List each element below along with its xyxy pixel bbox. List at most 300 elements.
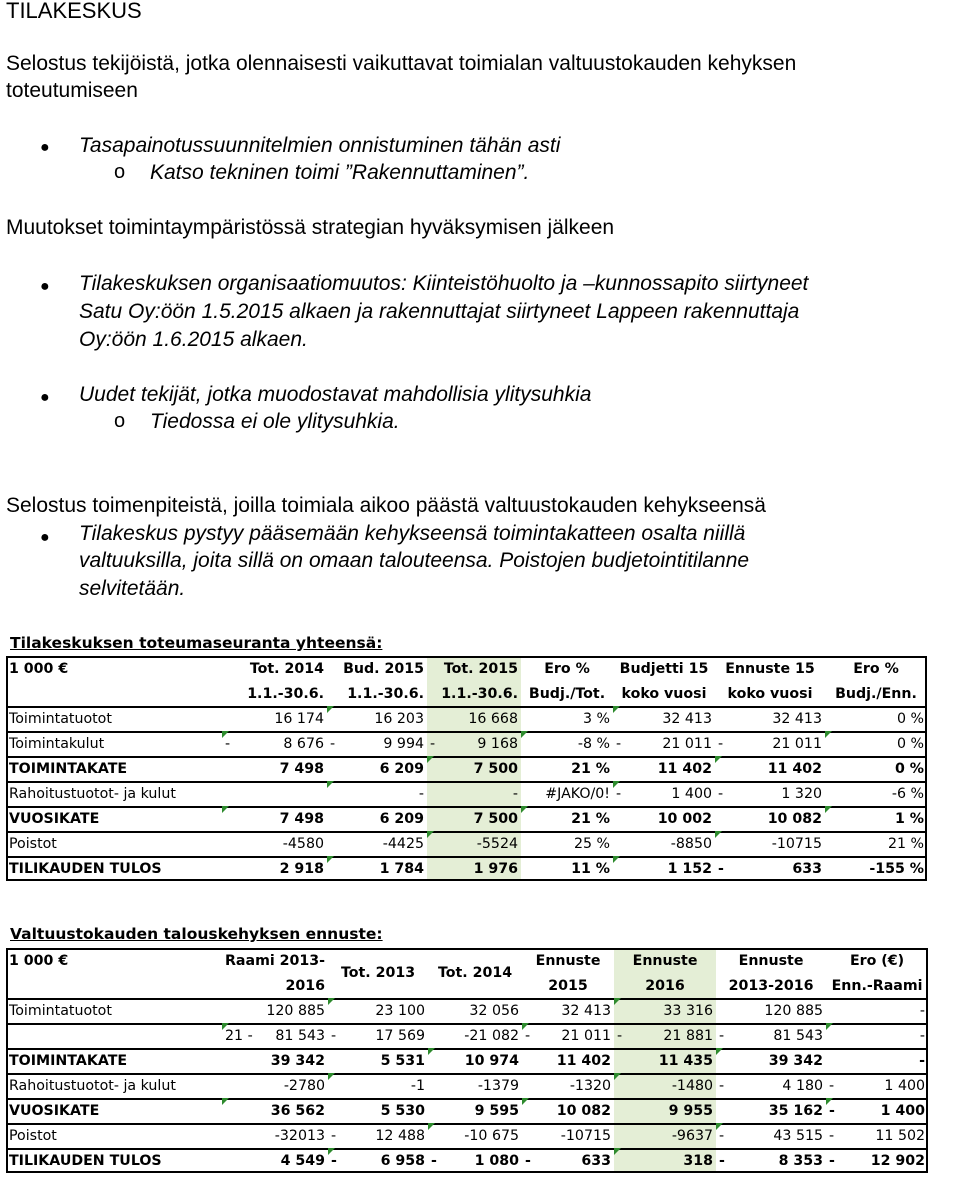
sign-prefix: - bbox=[525, 1152, 531, 1169]
table2-header-row bbox=[6, 948, 928, 973]
cell-value: 120 885 bbox=[764, 1002, 824, 1019]
section3-heading: Selostus toimenpiteistä, joilla toimiala aikoo päästä valtuustokauden kehykseensä bbox=[6, 494, 766, 517]
table-cell bbox=[427, 856, 521, 881]
cell-value: 9 955 bbox=[668, 1102, 714, 1119]
section1-bullet1: Tasapainotussuunnitelmien onnistuminen tähän asti bbox=[79, 134, 561, 157]
table-cell bbox=[327, 806, 427, 831]
cell-value: 5 530 bbox=[380, 1102, 426, 1119]
table-cell bbox=[427, 831, 521, 856]
cell-value: 4 549 bbox=[280, 1152, 326, 1169]
table-row bbox=[6, 831, 927, 856]
cell-value: #JAKO/0! bbox=[545, 785, 610, 802]
sign-prefix: - bbox=[829, 1102, 835, 1119]
cell-note-marker bbox=[614, 1073, 621, 1080]
column-header: Enn.-Raami bbox=[831, 977, 923, 994]
cell-value: 0 % bbox=[896, 735, 924, 752]
cell-value: -10 675 bbox=[464, 1127, 520, 1144]
cell-note-marker bbox=[826, 1098, 833, 1105]
section2-bullet1-line1: Tilakeskuksen organisaatiomuutos: Kiinteistöhuolto ja –kunnossapito siirtyneet bbox=[79, 272, 809, 295]
table-cell bbox=[427, 731, 521, 756]
section2-sub2: Tiedossa ei ole ylitysuhkia. bbox=[150, 410, 400, 433]
cell-value: -5524 bbox=[476, 835, 518, 852]
table-cell bbox=[222, 806, 327, 831]
cell-value: 6 209 bbox=[379, 760, 424, 777]
table-cell bbox=[328, 1073, 428, 1098]
cell-value: -9637 bbox=[671, 1127, 714, 1144]
row-divider bbox=[6, 1148, 928, 1150]
table1-caption: Tilakeskuksen toteumaseuranta yhteensä: bbox=[10, 634, 383, 652]
column-header: 1.1.-30.6. bbox=[347, 685, 424, 702]
column-header: Budjetti 15 bbox=[619, 660, 709, 677]
sign-prefix: - bbox=[719, 1027, 725, 1044]
table-cell bbox=[715, 806, 825, 831]
table-cell bbox=[825, 831, 927, 856]
bullet-icon: ● bbox=[40, 389, 50, 406]
cell-value: 23 100 bbox=[375, 1002, 426, 1019]
row-label: VUOSIKATE bbox=[9, 1102, 100, 1119]
cell-value: -2780 bbox=[283, 1077, 326, 1094]
cell-value: 1 784 bbox=[379, 860, 424, 877]
cell-value: 11 402 bbox=[767, 760, 822, 777]
cell-value: 21 011 bbox=[662, 735, 712, 752]
cell-note-marker bbox=[716, 1123, 723, 1130]
table-cell bbox=[222, 1048, 328, 1073]
cell-value: 6 958 bbox=[380, 1152, 426, 1169]
cell-value: 4 180 bbox=[782, 1077, 824, 1094]
cell-value: 33 316 bbox=[663, 1002, 714, 1019]
cell-value: -8850 bbox=[670, 835, 712, 852]
column-header: Ero % bbox=[544, 660, 590, 677]
sign-prefix: 21 - bbox=[225, 1027, 253, 1044]
table-cell bbox=[427, 756, 521, 781]
table-cell bbox=[613, 806, 715, 831]
table-cell bbox=[614, 998, 716, 1023]
table-cell bbox=[327, 731, 427, 756]
table-cell bbox=[521, 731, 613, 756]
table-cell bbox=[614, 1073, 716, 1098]
cell-value: 43 515 bbox=[773, 1127, 824, 1144]
table-cell bbox=[826, 1148, 928, 1173]
cell-note-marker bbox=[825, 806, 832, 813]
column-header: Ennuste bbox=[535, 952, 601, 969]
section3-bullet1-line1: Tilakeskus pystyy pääsemään kehykseensä toimintakatteen osalta niillä bbox=[79, 522, 746, 545]
table-cell bbox=[222, 1148, 328, 1173]
row-label: Poistot bbox=[9, 835, 57, 852]
table-cell bbox=[427, 706, 521, 731]
table-cell bbox=[427, 806, 521, 831]
row-label: Poistot bbox=[9, 1127, 57, 1144]
cell-note-marker bbox=[613, 706, 620, 713]
sign-prefix: - bbox=[431, 1152, 437, 1169]
table-row bbox=[6, 731, 927, 756]
table-cell bbox=[826, 1098, 928, 1123]
cell-note-marker bbox=[521, 731, 528, 738]
table-row bbox=[6, 756, 927, 781]
column-header: Ennuste bbox=[738, 952, 804, 969]
sign-prefix: - bbox=[829, 1077, 835, 1094]
table-cell bbox=[715, 731, 825, 756]
cell-value: 32 056 bbox=[469, 1002, 520, 1019]
cell-value: 10 082 bbox=[556, 1102, 612, 1119]
cell-value: 21 % bbox=[887, 835, 924, 852]
column-header: koko vuosi bbox=[621, 685, 707, 702]
cell-note-marker bbox=[613, 856, 620, 863]
table-cell bbox=[522, 1123, 614, 1148]
sign-prefix: - bbox=[330, 735, 336, 752]
table-cell bbox=[825, 706, 927, 731]
cell-value: - bbox=[512, 785, 518, 802]
table-cell bbox=[222, 781, 327, 806]
column-header: Ero % bbox=[853, 660, 899, 677]
table-row bbox=[6, 781, 927, 806]
table-cell bbox=[222, 706, 327, 731]
table-cell bbox=[614, 1023, 716, 1048]
column-header: 2016 bbox=[285, 977, 326, 994]
table-cell bbox=[716, 1023, 826, 1048]
row-divider bbox=[6, 1048, 928, 1050]
cell-value: -4580 bbox=[282, 835, 324, 852]
column-header: Tot. 2014 bbox=[249, 660, 324, 677]
row-label bbox=[6, 1023, 222, 1048]
sign-prefix: - bbox=[829, 1127, 835, 1144]
cell-value: 32 413 bbox=[561, 1002, 612, 1019]
cell-value: 633 bbox=[581, 1152, 612, 1169]
section3-bullet1-line3: selvitetään. bbox=[79, 577, 186, 600]
sign-prefix: - bbox=[525, 1027, 531, 1044]
table-cell bbox=[222, 1073, 328, 1098]
cell-value: 1 400 bbox=[880, 1102, 926, 1119]
cell-note-marker bbox=[328, 1073, 335, 1080]
cell-value: 21 881 bbox=[663, 1027, 714, 1044]
column-header: Budj./Tot. bbox=[528, 685, 606, 702]
cell-note-marker bbox=[715, 756, 722, 763]
column-header: Tot. 2015 bbox=[427, 656, 521, 681]
cell-value: 1 976 bbox=[473, 860, 518, 877]
cell-value: 21 % bbox=[571, 760, 610, 777]
cell-value: 36 562 bbox=[270, 1102, 326, 1119]
header-cell bbox=[6, 973, 222, 998]
column-header: Ennuste bbox=[614, 948, 716, 973]
table-cell bbox=[222, 831, 327, 856]
sub-bullet-icon: o bbox=[114, 161, 126, 183]
cell-value: 12 488 bbox=[375, 1127, 426, 1144]
cell-value: 11 502 bbox=[875, 1127, 926, 1144]
cell-value: 32 413 bbox=[772, 710, 822, 727]
row-divider bbox=[6, 1123, 928, 1125]
sign-prefix: - bbox=[616, 735, 622, 752]
table-row bbox=[6, 998, 928, 1023]
table2-grid bbox=[6, 948, 928, 1173]
cell-note-marker bbox=[613, 781, 620, 788]
section2-bullet2: Uudet tekijät, jotka muodostavat mahdollisia ylitysuhkia bbox=[79, 383, 592, 406]
section2-bullet1-line2: Satu Oy:öön 1.5.2015 alkaen ja rakennuttajat siirtyneet Lappeen rakennuttaja bbox=[79, 300, 800, 323]
cell-value: 6 209 bbox=[379, 810, 424, 827]
column-header: koko vuosi bbox=[727, 685, 813, 702]
column-header: Ero (€) bbox=[849, 952, 905, 969]
row-divider bbox=[6, 856, 927, 858]
table-cell bbox=[614, 1098, 716, 1123]
row-label: VUOSIKATE bbox=[9, 810, 100, 827]
cell-value: 16 668 bbox=[468, 710, 518, 727]
table-cell bbox=[521, 706, 613, 731]
cell-value: 8 676 bbox=[283, 735, 324, 752]
cell-value: 7 498 bbox=[279, 810, 324, 827]
table-cell bbox=[328, 1123, 428, 1148]
table-cell bbox=[428, 1098, 522, 1123]
header-cell bbox=[6, 681, 222, 706]
table-cell bbox=[716, 1123, 826, 1148]
table-cell bbox=[427, 781, 521, 806]
column-header: Tot. 2013 bbox=[340, 965, 416, 981]
cell-note-marker bbox=[327, 781, 334, 788]
table-cell bbox=[222, 756, 327, 781]
table-cell bbox=[715, 856, 825, 881]
section2-bullet1-line3: Oy:öön 1.6.2015 alkaen. bbox=[79, 328, 308, 351]
table-cell bbox=[328, 998, 428, 1023]
cell-note-marker bbox=[327, 706, 334, 713]
table-cell bbox=[614, 1148, 716, 1173]
table-cell bbox=[428, 1123, 522, 1148]
table-cell bbox=[522, 1048, 614, 1073]
column-header: Raami 2013- bbox=[225, 952, 326, 969]
cell-value: 1 152 bbox=[667, 860, 712, 877]
table-cell bbox=[327, 756, 427, 781]
table-cell bbox=[327, 831, 427, 856]
cell-value: 1 320 bbox=[781, 785, 822, 802]
table-cell bbox=[222, 1023, 328, 1048]
cell-value: 1 400 bbox=[671, 785, 712, 802]
cell-value: -1480 bbox=[671, 1077, 714, 1094]
table-cell bbox=[614, 1048, 716, 1073]
cell-value: 25 % bbox=[573, 835, 610, 852]
cell-note-marker bbox=[715, 831, 722, 838]
table-cell bbox=[428, 998, 522, 1023]
table-cell bbox=[521, 806, 613, 831]
cell-value: - bbox=[919, 1002, 926, 1019]
cell-value: 1 % bbox=[894, 810, 924, 827]
row-label: Rahoitustuotot- ja kulut bbox=[9, 785, 176, 802]
table-cell bbox=[613, 781, 715, 806]
column-header: 2015 bbox=[548, 977, 588, 994]
table-cell bbox=[328, 1048, 428, 1073]
column-header: Budj./Enn. bbox=[835, 685, 917, 702]
table-cell bbox=[328, 1098, 428, 1123]
table-cell bbox=[716, 1098, 826, 1123]
table-cell bbox=[521, 856, 613, 881]
row-label: TILIKAUDEN TULOS bbox=[9, 860, 162, 877]
cell-value: 0 % bbox=[894, 760, 924, 777]
cell-value: 0 % bbox=[896, 710, 924, 727]
table-row bbox=[6, 1098, 928, 1123]
table-cell bbox=[825, 731, 927, 756]
row-label: TOIMINTAKATE bbox=[9, 760, 128, 777]
sign-prefix: - bbox=[225, 735, 231, 752]
cell-value: 35 162 bbox=[768, 1102, 824, 1119]
cell-value: 1 080 bbox=[474, 1152, 520, 1169]
table-cell bbox=[826, 1073, 928, 1098]
cell-value: 39 342 bbox=[768, 1052, 824, 1069]
table-cell bbox=[222, 1123, 328, 1148]
table-cell bbox=[327, 856, 427, 881]
cell-note-marker bbox=[328, 1148, 335, 1155]
table-cell bbox=[826, 1023, 928, 1048]
cell-value: 16 174 bbox=[274, 710, 324, 727]
cell-value: 9 168 bbox=[477, 735, 518, 752]
table-cell bbox=[715, 831, 825, 856]
cell-value: 12 902 bbox=[870, 1152, 926, 1169]
cell-value: 8 353 bbox=[778, 1152, 824, 1169]
row-label: Toimintakulut bbox=[9, 735, 105, 752]
cell-note-marker bbox=[826, 1023, 833, 1030]
column-header: 2013-2016 bbox=[728, 977, 814, 994]
cell-value: 32 413 bbox=[662, 710, 712, 727]
cell-value: -1320 bbox=[569, 1077, 612, 1094]
column-header: 1.1.-30.6. bbox=[247, 685, 324, 702]
cell-value: 9 994 bbox=[383, 735, 424, 752]
row-label: TILIKAUDEN TULOS bbox=[9, 1152, 162, 1169]
table-cell bbox=[716, 1048, 826, 1073]
sign-prefix: - bbox=[616, 785, 622, 802]
row-divider bbox=[6, 756, 927, 758]
cell-note-marker bbox=[428, 1123, 435, 1130]
cell-value: 5 531 bbox=[380, 1052, 426, 1069]
table-row bbox=[6, 1048, 928, 1073]
cell-note-marker bbox=[327, 856, 334, 863]
row-divider bbox=[6, 706, 927, 708]
cell-value: -10715 bbox=[560, 1127, 612, 1144]
table-cell bbox=[716, 1148, 826, 1173]
section3-bullet1-line2: valtuuksilla, joita sillä on omaan talouteensa. Poistojen budjetointitilanne bbox=[79, 549, 750, 572]
cell-value: -10715 bbox=[771, 835, 822, 852]
cell-value: 7 500 bbox=[473, 760, 518, 777]
cell-note-marker bbox=[614, 998, 621, 1005]
cell-value: -1 bbox=[410, 1077, 426, 1094]
sign-prefix: - bbox=[718, 785, 724, 802]
table-cell bbox=[715, 756, 825, 781]
table-cell bbox=[428, 1073, 522, 1098]
row-divider bbox=[6, 831, 927, 833]
cell-value: 10 002 bbox=[657, 810, 712, 827]
table-cell bbox=[825, 856, 927, 881]
cell-value: 21 011 bbox=[561, 1027, 612, 1044]
cell-note-marker bbox=[428, 1048, 435, 1055]
cell-value: -1379 bbox=[477, 1077, 520, 1094]
cell-note-marker bbox=[222, 806, 229, 813]
table-row bbox=[6, 1123, 928, 1148]
table-cell bbox=[328, 1148, 428, 1173]
cell-value: -8 % bbox=[577, 735, 610, 752]
cell-note-marker bbox=[222, 1023, 229, 1030]
sub-bullet-icon: o bbox=[114, 410, 126, 432]
cell-value: 318 bbox=[683, 1152, 714, 1169]
table-cell bbox=[222, 856, 327, 881]
table-cell bbox=[222, 1098, 328, 1123]
cell-value: 11 % bbox=[571, 860, 610, 877]
column-header: 2016 bbox=[614, 973, 716, 998]
unit-label: 1 000 € bbox=[9, 660, 69, 677]
row-divider bbox=[6, 998, 928, 1000]
table-cell bbox=[826, 1123, 928, 1148]
cell-value: 7 500 bbox=[473, 810, 518, 827]
cell-value: 16 203 bbox=[374, 710, 424, 727]
cell-value: -6 % bbox=[891, 785, 924, 802]
section1-heading-line2: toteutumiseen bbox=[6, 79, 138, 102]
table1-header-row bbox=[6, 656, 927, 681]
cell-note-marker bbox=[522, 1098, 529, 1105]
cell-note-marker bbox=[328, 998, 335, 1005]
table-cell bbox=[327, 781, 427, 806]
cell-value: -32013 bbox=[274, 1127, 326, 1144]
table-cell bbox=[613, 756, 715, 781]
table-row bbox=[6, 1073, 928, 1098]
cell-value: -4425 bbox=[382, 835, 424, 852]
table-cell bbox=[613, 731, 715, 756]
cell-value: 7 498 bbox=[279, 760, 324, 777]
row-divider bbox=[6, 1023, 928, 1025]
bullet-icon: ● bbox=[40, 278, 50, 295]
table-cell bbox=[222, 731, 327, 756]
column-header: Bud. 2015 bbox=[343, 660, 424, 677]
table-row bbox=[6, 706, 927, 731]
row-label: Toimintatuotot bbox=[9, 1002, 112, 1019]
sign-prefix: - bbox=[719, 1127, 725, 1144]
cell-note-marker bbox=[222, 1098, 229, 1105]
row-divider bbox=[6, 781, 927, 783]
cell-note-marker bbox=[521, 806, 528, 813]
page-title: TILAKESKUS bbox=[6, 0, 142, 23]
table-row bbox=[6, 856, 927, 881]
table-cell bbox=[521, 756, 613, 781]
table-cell bbox=[825, 781, 927, 806]
table-cell bbox=[428, 1148, 522, 1173]
cell-value: 11 435 bbox=[658, 1052, 714, 1069]
table-row bbox=[6, 1148, 928, 1173]
cell-value: 21 011 bbox=[772, 735, 822, 752]
column-header: Tot. 2014 bbox=[437, 965, 513, 981]
table-cell bbox=[522, 1073, 614, 1098]
table-cell bbox=[825, 756, 927, 781]
table-cell bbox=[328, 1023, 428, 1048]
table-cell bbox=[428, 1048, 522, 1073]
section1-heading-line1: Selostus tekijöistä, jotka olennaisesti vaikuttavat toimialan valtuustokauden kehyksen bbox=[6, 52, 797, 75]
unit-label: 1 000 € bbox=[9, 952, 69, 969]
cell-value: 120 885 bbox=[266, 1002, 326, 1019]
cell-value: 633 bbox=[792, 860, 822, 877]
row-label: Rahoitustuotot- ja kulut bbox=[9, 1077, 176, 1094]
sign-prefix: - bbox=[331, 1152, 337, 1169]
table-row bbox=[6, 1023, 928, 1048]
sign-prefix: - bbox=[829, 1152, 835, 1169]
table1-header-row bbox=[6, 681, 927, 706]
sign-prefix: - bbox=[718, 860, 724, 877]
cell-note-marker bbox=[614, 1148, 621, 1155]
sign-prefix: - bbox=[430, 735, 436, 752]
table-cell bbox=[327, 706, 427, 731]
cell-value: - bbox=[418, 785, 424, 802]
table-cell bbox=[222, 998, 328, 1023]
cell-value: 11 402 bbox=[657, 760, 712, 777]
cell-value: -155 % bbox=[869, 860, 924, 877]
table-cell bbox=[716, 1073, 826, 1098]
row-divider bbox=[6, 731, 927, 733]
cell-value: 3 % bbox=[582, 710, 610, 727]
cell-value: 1 400 bbox=[884, 1077, 926, 1094]
table-cell bbox=[522, 1098, 614, 1123]
cell-value: 11 402 bbox=[556, 1052, 612, 1069]
section1-sub1: Katso tekninen toimi ”Rakennuttaminen”. bbox=[150, 161, 530, 184]
cell-value: 9 595 bbox=[474, 1102, 520, 1119]
table-cell bbox=[613, 706, 715, 731]
